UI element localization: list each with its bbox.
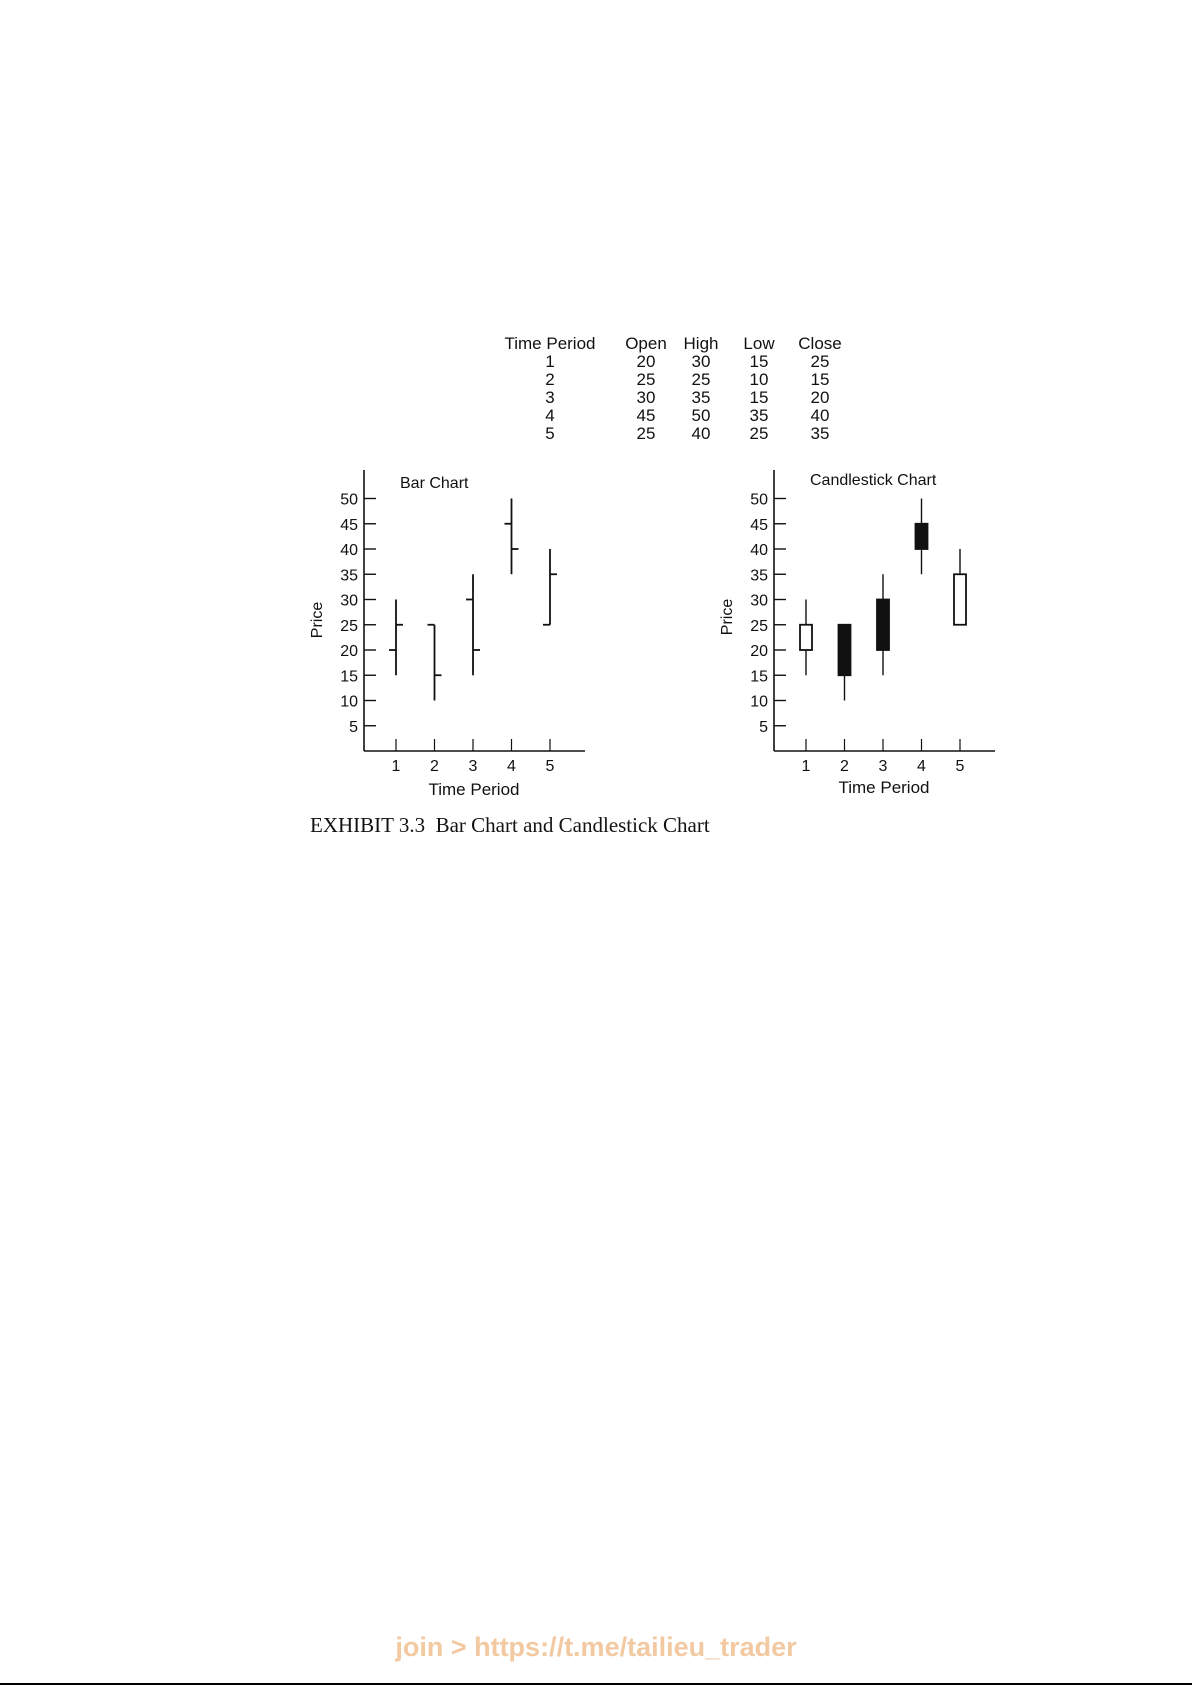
y-axis-label: Price	[719, 598, 736, 636]
x-tick-label: 3	[468, 758, 478, 775]
chart-axes	[340, 470, 585, 775]
y-tick-label: 35	[750, 567, 768, 585]
table-cell: 1	[545, 352, 555, 371]
y-tick-label: 50	[340, 491, 358, 509]
table-cell: 25	[749, 424, 769, 443]
ohlc-data-table	[490, 335, 852, 443]
ohlc-bar	[428, 625, 442, 701]
candlestick	[916, 499, 928, 575]
caption-text: Bar Chart and Candlestick Chart	[435, 813, 710, 837]
candlestick	[800, 600, 812, 676]
y-tick-label: 25	[340, 617, 358, 635]
candle-body-hollow	[954, 574, 966, 625]
table-row	[490, 353, 852, 371]
ohlc-bar	[466, 574, 480, 675]
table-cell: 30	[636, 388, 656, 407]
candle-body-filled	[916, 524, 928, 549]
x-axis-label: Time Period	[428, 780, 520, 799]
candle-body-hollow	[800, 625, 812, 650]
y-tick-label: 30	[750, 592, 768, 610]
table-cell: 50	[691, 406, 711, 425]
candle-body-filled	[839, 625, 851, 676]
table-cell: 20	[810, 388, 830, 407]
table-cell: 15	[749, 388, 769, 407]
table-row	[490, 407, 852, 425]
ohlc-bar-chart	[300, 465, 600, 805]
y-tick-label: 5	[759, 718, 768, 736]
table-cell: 15	[749, 352, 769, 371]
ohlc-bar	[389, 600, 403, 676]
x-tick-label: 4	[507, 758, 516, 775]
y-tick-label: 15	[340, 668, 358, 686]
table-cell: 25	[636, 424, 656, 443]
watermark-text: join > https://t.me/tailieu_trader	[395, 1632, 797, 1662]
y-tick-label: 45	[340, 516, 358, 534]
y-tick-label: 30	[340, 592, 358, 610]
candlestick	[877, 574, 889, 675]
x-tick-label: 2	[430, 758, 439, 775]
column-header: Open	[625, 334, 667, 353]
x-tick-label: 5	[545, 758, 555, 775]
column-header: Time Period	[504, 334, 596, 353]
y-tick-label: 40	[340, 542, 358, 559]
figure-caption	[310, 813, 710, 838]
table-cell: 3	[545, 388, 555, 407]
table-row	[490, 371, 852, 389]
y-tick-label: 25	[750, 617, 768, 635]
table-cell: 45	[636, 406, 656, 425]
table-cell: 25	[636, 370, 656, 389]
x-tick-label: 1	[801, 758, 811, 775]
table-cell: 35	[810, 424, 830, 443]
table-cell: 30	[691, 352, 711, 371]
candlestick-chart	[710, 465, 1010, 805]
x-tick-label: 1	[391, 758, 401, 775]
x-tick-label: 4	[917, 758, 926, 775]
table-cell: 10	[749, 370, 769, 389]
candlestick	[954, 549, 966, 625]
table-cell: 5	[545, 424, 555, 443]
y-tick-label: 20	[340, 643, 358, 660]
y-tick-label: 10	[750, 693, 768, 711]
table-cell: 35	[749, 406, 769, 425]
table-cell: 40	[810, 406, 830, 425]
y-tick-label: 35	[340, 567, 358, 585]
chart-title: Candlestick Chart	[810, 472, 937, 489]
chart-title: Bar Chart	[400, 475, 469, 492]
table-cell: 20	[636, 352, 656, 371]
candlestick	[839, 625, 851, 701]
y-tick-label: 20	[750, 643, 768, 660]
caption-label: EXHIBIT 3.3	[310, 813, 426, 837]
x-tick-label: 5	[955, 758, 965, 775]
y-tick-label: 5	[349, 718, 358, 736]
table-cell: 25	[810, 352, 830, 371]
column-header: Close	[798, 334, 842, 353]
y-axis-label: Price	[309, 601, 326, 639]
y-tick-label: 15	[750, 668, 768, 686]
table-cell: 4	[545, 406, 555, 425]
y-tick-label: 50	[750, 491, 768, 509]
y-tick-label: 40	[750, 542, 768, 559]
column-header: Low	[743, 334, 775, 353]
table-cell: 2	[545, 370, 555, 389]
table-row	[490, 389, 852, 407]
y-tick-label: 10	[340, 693, 358, 711]
table-cell: 15	[810, 370, 830, 389]
chart-marks	[800, 499, 966, 701]
ohlc-bar	[543, 549, 557, 625]
table-header-row	[490, 335, 852, 353]
y-tick-label: 45	[750, 516, 768, 534]
table-cell: 40	[691, 424, 711, 443]
table-row	[490, 425, 852, 443]
x-tick-label: 2	[840, 758, 849, 775]
table-cell: 25	[691, 370, 711, 389]
ohlc-bar	[505, 499, 519, 575]
x-tick-label: 3	[878, 758, 888, 775]
column-header: High	[683, 334, 719, 353]
x-axis-label: Time Period	[838, 778, 930, 797]
candle-body-filled	[877, 600, 889, 651]
table-cell: 35	[691, 388, 711, 407]
chart-marks	[389, 499, 557, 701]
